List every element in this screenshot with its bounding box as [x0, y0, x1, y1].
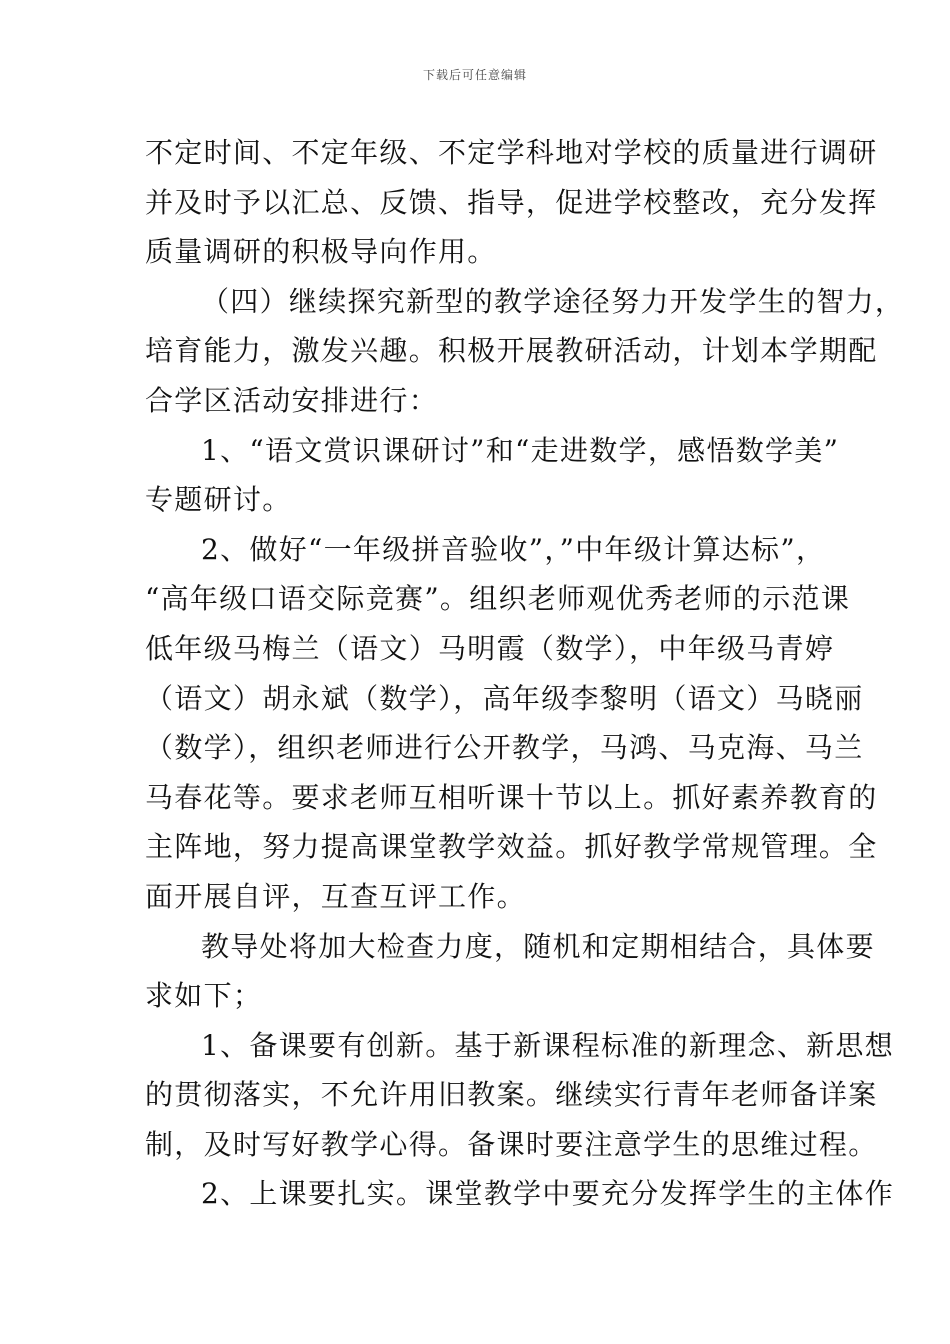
text-line: 1、备课要有创新。基于新课程标准的新理念、新思想 [201, 1028, 895, 1062]
text-line: 合学区活动安排进行： [145, 383, 439, 417]
text-line: 马春花等。要求老师互相听课十节以上。抓好素养教育的 [145, 780, 878, 814]
text-line: 培育能力，激发兴趣。积极开展教研活动，计划本学期配 [145, 334, 878, 368]
text-line: 2、上课要扎实。课堂教学中要充分发挥学生的主体作 [201, 1177, 895, 1211]
text-line: （数学），组织老师进行公开教学，马鸿、马克海、马兰 [145, 731, 864, 765]
text-line: 1、“语文赏识课研讨”和“走进数学，感悟数学美” [201, 433, 840, 467]
text-line: 不定时间、不定年级、不定学科地对学校的质量进行调研 [145, 136, 878, 169]
text-line: 专题研讨。 [145, 483, 292, 517]
text-line: 主阵地，努力提高课堂教学效益。抓好教学常规管理。全 [145, 830, 878, 864]
text-line: 面开展自评，互查互评工作。 [145, 879, 526, 913]
text-line: 的贯彻落实，不允许用旧教案。继续实行青年老师备详案 [145, 1078, 878, 1112]
document-body [145, 128, 905, 1219]
text-line: “高年级口语交际竞赛”。组织老师观优秀老师的示范课 [145, 582, 851, 616]
text-line: 制，及时写好教学心得。备课时要注意学生的思维过程。 [145, 1127, 878, 1161]
text-line: （四）继续探究新型的教学途径努力开发学生的智力， [201, 284, 905, 318]
text-line: （语文）胡永斌（数学），高年级李黎明（语文）马晓丽 [145, 681, 864, 715]
text-line: 求如下； [145, 979, 263, 1013]
text-line: 2、做好“一年级拼音验收”，”中年级计算达标”， [201, 532, 826, 566]
text-line: 质量调研的积极导向作用。 [145, 235, 497, 269]
text-line: 并及时予以汇总、反馈、指导，促进学校整改，充分发挥 [145, 185, 878, 219]
page-header: 下载后可任意编辑 [422, 68, 527, 82]
text-line: 低年级马梅兰（语文）马明霞（数学），中年级马青婷 [145, 631, 835, 665]
text-line: 教导处将加大检查力度，随机和定期相结合，具体要 [201, 929, 875, 963]
